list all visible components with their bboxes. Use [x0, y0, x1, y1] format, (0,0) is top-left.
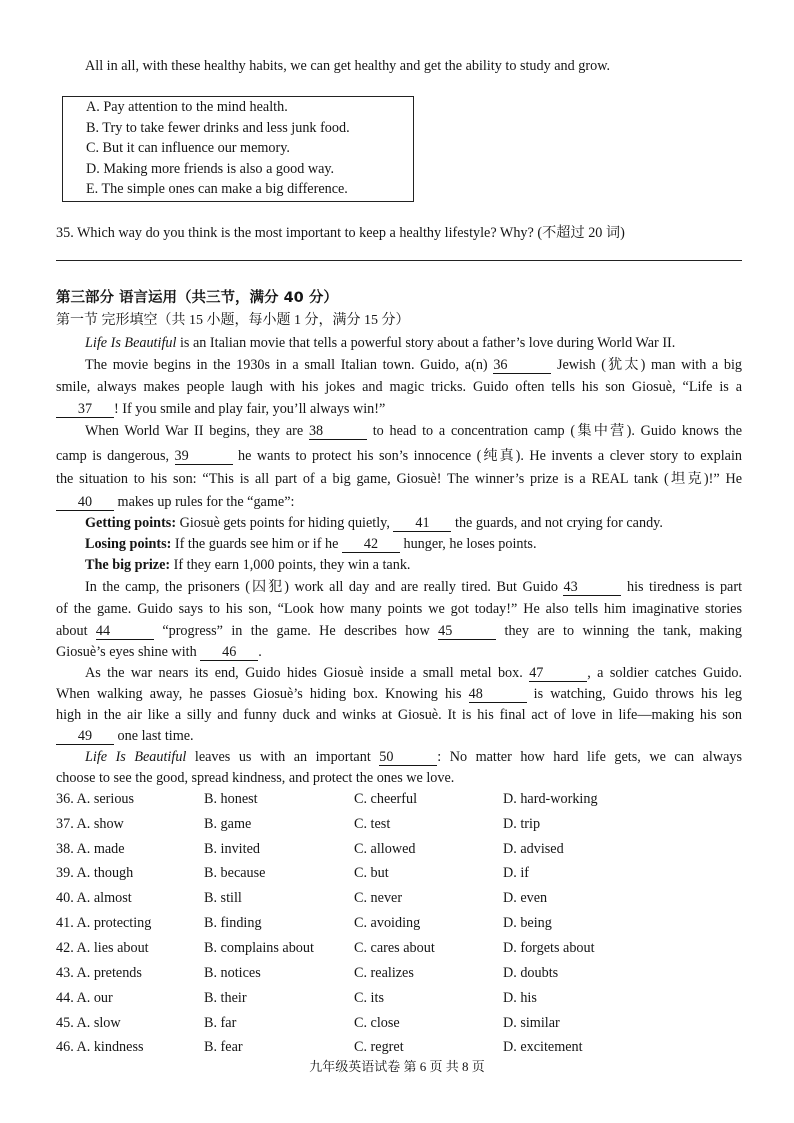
answer-line — [56, 260, 742, 261]
game-rule-3: The big prize: If they earn 1,000 points, they win a tank. — [85, 557, 411, 573]
choice-36-b: B. honest — [204, 791, 258, 807]
movie-title: Life Is Beautiful — [85, 335, 177, 351]
blank-45: 45 — [438, 624, 496, 640]
passage-line: In the camp, the prisoners (囚犯) work all day and are really tired. But Guido 43 his tiredness is part — [85, 579, 743, 595]
passage-line: smile, always makes people laugh with his jokes and magic tricks. Guido often tells his son Giosuè, “Life is a — [56, 379, 742, 395]
choice-42-a: 42. A. lies about — [56, 940, 149, 956]
choice-40-c: C. never — [354, 890, 403, 906]
choice-46-c: C. regret — [354, 1039, 404, 1055]
passage-line: 40 makes up rules for the “game”: — [56, 493, 742, 511]
passage-line: camp is dangerous, 39 he wants to protect his son’s innocence (纯真). He invents a clever story to explain — [56, 448, 743, 464]
choice-44-a: 44. A. our — [56, 990, 113, 1006]
choice-40-b: B. still — [204, 890, 242, 906]
choice-45-c: C. close — [354, 1015, 400, 1031]
blank-42: 42 — [342, 537, 400, 553]
section-title: 第三部分 语言运用（共三节，满分 40 分） — [56, 290, 338, 306]
blank-38: 38 — [309, 424, 367, 440]
passage-line: When walking away, he passes Giosuè’s hiding box. Knowing his 48 is watching, Guido throws his leg — [56, 686, 743, 702]
passage-line: Life Is Beautiful leaves us with an important 50 : No matter how hard life gets, we can always — [85, 749, 742, 765]
game-rule-1: Getting points: Giosuè gets points for hiding quietly, 41 the guards, and not crying for candy. — [85, 515, 663, 531]
choice-45-b: B. far — [204, 1015, 237, 1031]
passage-line: 49 one last time. — [56, 727, 742, 745]
choice-36-c: C. cheerful — [354, 791, 418, 807]
choice-37-c: C. test — [354, 816, 391, 832]
choice-43-b: B. notices — [204, 965, 261, 981]
blank-36: 36 — [493, 358, 551, 374]
section-subtitle: 第一节 完形填空（共 15 小题，每小题 1 分，满分 15 分） — [56, 313, 410, 328]
passage-line: Giosuè’s eyes shine with 46 . — [56, 644, 262, 660]
choice-38-a: 38. A. made — [56, 841, 125, 857]
option-b: B. Try to take fewer drinks and less junk food. — [86, 120, 350, 136]
blank-39: 39 — [175, 449, 233, 465]
choice-45-d: D. similar — [503, 1015, 560, 1031]
choice-44-b: B. their — [204, 990, 247, 1006]
choice-39-d: D. if — [503, 865, 530, 881]
passage-line: When World War II begins, they are 38 to head to a concentration camp (集中营). Guido knows the — [85, 423, 743, 439]
game-rule-2: Losing points: If the guards see him or if he 42 hunger, he loses points. — [85, 536, 537, 552]
blank-50: 50 — [379, 750, 437, 766]
choice-36-d: D. hard-working — [503, 791, 598, 807]
choice-40-d: D. even — [503, 890, 548, 906]
blank-40: 40 — [56, 495, 114, 511]
choice-46-a: 46. A. kindness — [56, 1039, 144, 1055]
choice-37-d: D. trip — [503, 816, 541, 832]
choice-42-c: C. cares about — [354, 940, 435, 956]
blank-41: 41 — [393, 516, 451, 532]
question-35: 35. Which way do you think is the most important to keep a healthy lifestyle? Why? (不超过 20 词) — [56, 225, 625, 241]
option-a: A. Pay attention to the mind health. — [86, 99, 288, 115]
choice-41-c: C. avoiding — [354, 915, 421, 931]
option-e: E. The simple ones can make a big difference. — [86, 181, 348, 197]
choice-43-a: 43. A. pretends — [56, 965, 142, 981]
choice-37-a: 37. A. show — [56, 816, 124, 832]
choice-40-a: 40. A. almost — [56, 890, 132, 906]
choice-41-a: 41. A. protecting — [56, 915, 152, 931]
choice-36-a: 36. A. serious — [56, 791, 135, 807]
passage-line: the situation to his son: “This is all part of a big game, Giosuè! The winner’s prize is a REAL tank (坦克)!” He — [56, 471, 742, 487]
passage-line: choose to see the good, spread kindness, and protect the ones we love. — [56, 770, 455, 786]
choice-44-d: D. his — [503, 990, 537, 1006]
reading-conclusion: All in all, with these healthy habits, we can get healthy and get the ability to study and grow. — [85, 58, 611, 74]
blank-49: 49 — [56, 729, 114, 745]
choice-38-b: B. invited — [204, 841, 260, 857]
choice-42-b: B. complains about — [204, 940, 314, 956]
passage-line: high in the air like a silly and funny duck and winks at Giosuè. It is his final act of love in life—making his son — [56, 707, 742, 723]
choice-41-b: B. finding — [204, 915, 262, 931]
choice-38-c: C. allowed — [354, 841, 416, 857]
choice-39-c: C. but — [354, 865, 389, 881]
passage-line: 37 ! If you smile and play fair, you’ll always win!” — [56, 400, 742, 418]
passage-line: of the game. Guido says to his son, “Look how many points we got today!” He also tells him imaginative stories — [56, 601, 742, 617]
page-footer: 九年级英语试卷 第 6 页 共 8 页 — [309, 1059, 485, 1074]
choice-39-b: B. because — [204, 865, 266, 881]
blank-47: 47 — [529, 666, 587, 682]
choice-39-a: 39. A. though — [56, 865, 134, 881]
option-d: D. Making more friends is also a good way. — [86, 161, 335, 177]
passage-line: The movie begins in the 1930s in a small Italian town. Guido, a(n) 36 Jewish (犹太) man with a big — [85, 357, 743, 373]
blank-43: 43 — [563, 580, 621, 596]
choice-44-c: C. its — [354, 990, 384, 1006]
passage-line: As the war nears its end, Guido hides Giosuè inside a small metal box. 47 , a soldier catches Guido. — [85, 665, 742, 681]
passage-line: Life Is Beautiful is an Italian movie that tells a powerful story about a father’s love during World War II. — [85, 335, 676, 351]
choice-46-b: B. fear — [204, 1039, 243, 1055]
choice-43-d: D. doubts — [503, 965, 559, 981]
choice-37-b: B. game — [204, 816, 252, 832]
choice-38-d: D. advised — [503, 841, 564, 857]
choice-42-d: D. forgets about — [503, 940, 595, 956]
blank-48: 48 — [469, 687, 527, 703]
blank-37: 37 — [56, 402, 114, 418]
choice-43-c: C. realizes — [354, 965, 414, 981]
blank-44: 44 — [96, 624, 154, 640]
choice-45-a: 45. A. slow — [56, 1015, 121, 1031]
passage-line: about 44 “progress” in the game. He describes how 45 they are to winning the tank, making — [56, 623, 742, 639]
option-c: C. But it can influence our memory. — [86, 140, 290, 156]
choice-41-d: D. being — [503, 915, 552, 931]
blank-46: 46 — [200, 645, 258, 661]
choice-46-d: D. excitement — [503, 1039, 583, 1055]
